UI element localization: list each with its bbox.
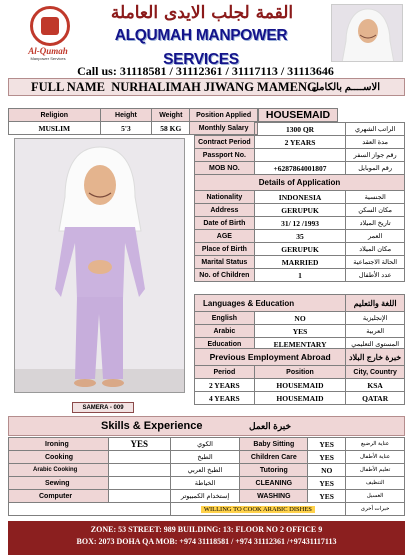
children-value: 1: [254, 269, 346, 282]
place-of-birth-arabic: مكان الميلاد: [346, 243, 405, 256]
age-arabic: العمر: [346, 230, 405, 243]
logo-emblem-icon: [30, 6, 70, 46]
arabic-value: YES: [254, 325, 346, 338]
skill-label: Arabic Cooking: [9, 464, 109, 477]
date-of-birth-value: 31/ 12 /1993: [254, 217, 346, 230]
employment-period: 2 YEARS: [195, 379, 255, 392]
company-logo: [8, 4, 88, 62]
skill-value: YES: [308, 490, 346, 503]
place-of-birth-value: GERUPUK: [254, 243, 346, 256]
skill-value: [108, 477, 170, 490]
position-applied-header: Position Applied: [190, 109, 258, 122]
mobile-no-value: +6287864001807: [254, 162, 346, 175]
employment-title-arabic: خبرة خارج البلاد: [346, 349, 405, 366]
employment-position: HOUSEMAID: [254, 379, 346, 392]
skill-arabic: تعليم الأطفال: [346, 464, 405, 477]
languages-title: Languages & Education: [195, 295, 346, 312]
skill-label: Tutoring: [240, 464, 308, 477]
date-of-birth-arabic: تاريخ الميلاد: [346, 217, 405, 230]
skill-arabic: الطبخ: [170, 451, 240, 464]
skills-title-arabic: خبرة العمل: [249, 421, 292, 431]
weight-value: 58 KG: [152, 122, 190, 135]
skills-title-bar: [8, 416, 405, 436]
skill-value: NO: [308, 464, 346, 477]
skill-arabic: الغسيل: [346, 490, 405, 503]
skills-table: [8, 437, 405, 516]
height-value: 5'3: [100, 122, 152, 135]
footer-address-line: ZONE: 53 STREET: 989 BUILDING: 13: FLOOR NO 2 OFFICE 9: [90, 525, 323, 534]
skill-arabic: إستخدام الكمبيوتر: [170, 490, 240, 503]
skill-value: [108, 451, 170, 464]
contract-period-value: 2 YEARS: [254, 136, 346, 149]
languages-education-table: [194, 294, 405, 351]
skill-label: Children Care: [240, 451, 308, 464]
age-value: 35: [254, 230, 346, 243]
nationality-value: INDONESIA: [254, 191, 346, 204]
skill-arabic: عناية الأطفال: [346, 451, 405, 464]
date-of-birth-label: Date of Birth: [195, 217, 255, 230]
basic-info-table: [194, 122, 405, 282]
nationality-arabic: الجنسية: [346, 191, 405, 204]
company-title-english: ALQUMAH MANPOWER SERVICES: [114, 27, 288, 68]
contract-period-label: Contract Period: [195, 136, 255, 149]
skill-label: Sewing: [9, 477, 109, 490]
applicant-photo: [14, 138, 185, 393]
skills-title: Skills & Experience: [101, 420, 203, 432]
full-name-label-arabic: الاســــم بالكامل: [311, 82, 380, 93]
arabic-arabic: العربية: [346, 325, 405, 338]
skill-value: YES: [108, 438, 170, 451]
marital-status-label: Marital Status: [195, 256, 255, 269]
children-arabic: عدد الأطفال: [346, 269, 405, 282]
passport-no-arabic: رقم جواز السفر: [346, 149, 405, 162]
skill-value: YES: [308, 477, 346, 490]
mobile-no-arabic: رقم الموبايل: [346, 162, 405, 175]
logo-text: Al-Qumah: [28, 46, 68, 56]
skill-value: [108, 490, 170, 503]
languages-title-arabic: اللغة والتعليم: [346, 295, 405, 312]
full-name-bar: [8, 78, 405, 96]
skill-label: WASHING: [240, 490, 308, 503]
skill-arabic: عناية الرضيع: [346, 438, 405, 451]
position-header: Position: [254, 366, 346, 379]
period-header: Period: [195, 366, 255, 379]
monthly-salary-value: 1300 QR: [254, 123, 346, 136]
skill-label: Cooking: [9, 451, 109, 464]
skill-label: CLEANING: [240, 477, 308, 490]
marital-status-value: MARRIED: [254, 256, 346, 269]
skill-label: Baby Sitting: [240, 438, 308, 451]
other-skills-arabic: خبرات أخرى: [346, 503, 405, 516]
header-portrait-photo: [331, 4, 403, 62]
weight-header: Weight: [152, 109, 190, 122]
english-value: NO: [254, 312, 346, 325]
company-title-arabic: القمة لجلب الايدى العاملة: [110, 3, 294, 23]
education-label: Education: [195, 338, 255, 351]
education-arabic: المستوى التعليمي: [346, 338, 405, 351]
english-arabic: الإنجليزية: [346, 312, 405, 325]
skill-value: YES: [308, 438, 346, 451]
children-label: No. of Children: [195, 269, 255, 282]
full-name-label: FULL NAME: [31, 80, 105, 94]
address-arabic: مكان السكن: [346, 204, 405, 217]
skill-label: Ironing: [9, 438, 109, 451]
age-label: AGE: [195, 230, 255, 243]
passport-no-label: Passport No.: [195, 149, 255, 162]
monthly-salary-label: Monthly Salary: [190, 122, 258, 135]
details-section-title: Details of Application: [195, 175, 405, 191]
address-label: Address: [195, 204, 255, 217]
full-name-value: NURHALIMAH JIWANG MAMENG: [111, 80, 317, 94]
employment-position: HOUSEMAID: [254, 392, 346, 405]
skill-arabic: الخياطة: [170, 477, 240, 490]
position-applied-value: HOUSEMAID: [258, 108, 338, 122]
education-value: ELEMENTARY: [254, 338, 346, 351]
previous-employment-table: [194, 348, 405, 405]
skill-arabic: الكوي: [170, 438, 240, 451]
employment-period: 4 YEARS: [195, 392, 255, 405]
monthly-salary-arabic: الراتب الشهري: [346, 123, 405, 136]
english-label: English: [195, 312, 255, 325]
mobile-no-label: MOB NO.: [195, 162, 255, 175]
contact-phone-line: Call us: 31118581 / 31112361 / 31117113 / 31113646: [77, 64, 334, 78]
employment-country: QATAR: [346, 392, 405, 405]
country-header: City, Country: [346, 366, 405, 379]
skill-arabic: الطبخ العربي: [170, 464, 240, 477]
religion-value: MUSLIM: [9, 122, 101, 135]
contract-period-arabic: مدة العقد: [346, 136, 405, 149]
employment-title: Previous Employment Abroad: [195, 349, 346, 366]
address-value: GERUPUK: [254, 204, 346, 217]
employment-country: KSA: [346, 379, 405, 392]
skill-label: Computer: [9, 490, 109, 503]
skill-value: YES: [308, 451, 346, 464]
photo-reference-label: SAMERA - 009: [72, 402, 134, 413]
logo-subtext: Manpower Services: [30, 56, 66, 61]
marital-status-arabic: الحالة الاجتماعية: [346, 256, 405, 269]
skill-value: [108, 464, 170, 477]
place-of-birth-label: Place of Birth: [195, 243, 255, 256]
religion-header: Religion: [9, 109, 101, 122]
passport-no-value: [254, 149, 346, 162]
footer-address-bar: [8, 521, 405, 555]
arabic-label: Arabic: [195, 325, 255, 338]
footer-contact-line: BOX: 2073 DOHA QA MOB: +974 31118581 / +974 31112361 /+97431117113: [76, 537, 337, 546]
nationality-label: Nationality: [195, 191, 255, 204]
height-header: Height: [100, 109, 152, 122]
other-skills-value: WILLING TO COOK ARABIC DISHES: [201, 506, 315, 513]
skill-arabic: التنظيف: [346, 477, 405, 490]
